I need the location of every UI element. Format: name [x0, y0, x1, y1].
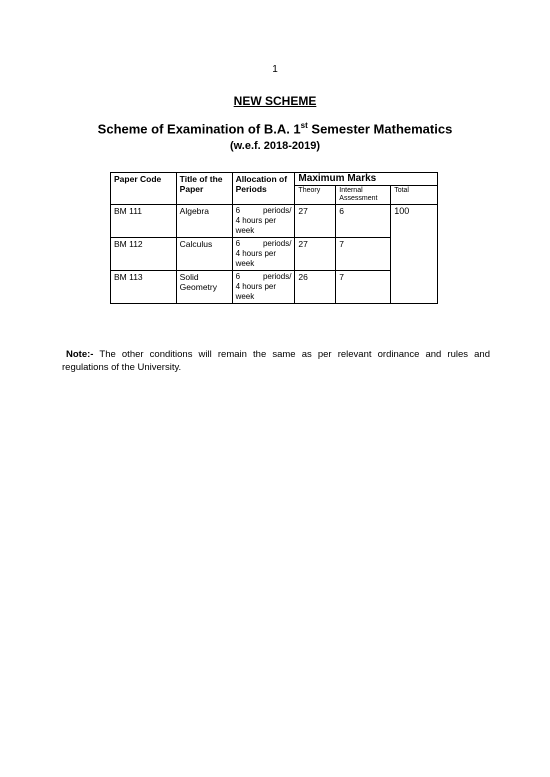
alloc-rest: 4 hours per week	[235, 282, 277, 301]
note-text: The other conditions will remain the same as per relevant ordinance and rules and regulations of the University.	[62, 349, 490, 373]
header-title: Title of the Paper	[176, 173, 232, 205]
alloc-num: 6	[235, 206, 241, 215]
table-row	[111, 238, 438, 271]
alloc-word: periods/	[262, 206, 292, 215]
header-paper-code: Paper Code	[111, 173, 177, 205]
theory-cell: 27	[295, 205, 336, 238]
title-prefix: Scheme of Examination of B.A. 1	[97, 121, 301, 137]
paper-title-cell: Calculus	[176, 238, 232, 271]
paper-code-cell: BM 111	[111, 205, 177, 238]
paper-code-cell: BM 112	[111, 238, 177, 271]
alloc-num: 6	[235, 272, 241, 281]
page-number: 1	[272, 64, 278, 75]
table-row	[111, 271, 438, 304]
allocation-cell	[232, 238, 295, 271]
header-max-marks: Maximum Marks	[295, 173, 438, 186]
note-paragraph	[62, 348, 490, 374]
table-row	[111, 205, 438, 238]
scheme-heading: NEW SCHEME	[233, 94, 317, 108]
theory-cell: 27	[295, 238, 336, 271]
title-sup: st	[300, 121, 308, 130]
paper-code-cell: BM 113	[111, 271, 177, 304]
document-title	[0, 121, 550, 136]
alloc-rest: 4 hours per week	[235, 249, 277, 268]
header-allocation: Allocation of Periods	[232, 173, 295, 205]
theory-cell: 26	[295, 271, 336, 304]
alloc-rest: 4 hours per week	[235, 216, 277, 235]
alloc-num: 6	[235, 239, 241, 248]
internal-cell: 7	[336, 271, 391, 304]
allocation-cell	[232, 271, 295, 304]
internal-cell: 6	[336, 205, 391, 238]
paper-title-cell: Algebra	[176, 205, 232, 238]
header-theory: Theory	[295, 186, 336, 205]
alloc-word: periods/	[262, 272, 292, 281]
header-row	[111, 173, 438, 186]
paper-title-cell: Solid Geometry	[176, 271, 232, 304]
allocation-cell	[232, 205, 295, 238]
total-cell: 100	[391, 205, 438, 304]
header-internal: Internal Assessment	[336, 186, 391, 205]
alloc-word: periods/	[262, 239, 292, 248]
scheme-table	[110, 172, 438, 304]
note-label: Note:-	[66, 349, 94, 360]
title-suffix: Semester Mathematics	[307, 121, 453, 137]
internal-cell: 7	[336, 238, 391, 271]
header-total: Total	[391, 186, 438, 205]
document-subtitle: (w.e.f. 2018-2019)	[229, 140, 321, 152]
